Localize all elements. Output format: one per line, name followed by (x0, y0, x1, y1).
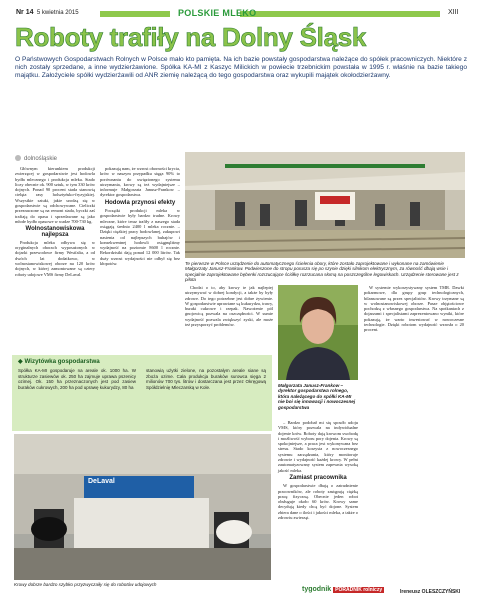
header-decoration-right (240, 11, 440, 17)
column-3 (185, 285, 273, 328)
page-number: XIII (448, 9, 459, 16)
author-signature: Ireneusz OLESZCZYŃSKI (400, 589, 461, 595)
column-1-subheading: Wolnostanowiskowa najlepsza (25, 226, 85, 238)
column-5-text: W systemie wykorzystywany system TMR. Dawki pokarmowe, dla grupy grup technologicznych, bilansowane są przez specjalistów. Krowy trzymane są w wolnostanowiskowej oborze. Pasze objętościowe pochodzą z własnego gospodarstwa. Na spotkaniach z dojarzami i specjalistami zaprezentowano wyniki, które pokazują, że warto inwestować w nowoczesne technologie. Dzięki robotom wydajność wzrosła o 20 procent. (364, 285, 464, 333)
region-label: dolnośląskie (24, 156, 58, 162)
lead-paragraph: O Państwowych Gospodarstwach Rolnych w Polsce mało kto pamięta. Na ich bazie powstały gospodarstwa należące do spółek pracowniczych. Niektóre z nich zostały sprzedane, a inne wydzierżawione. Spółka KA-MI z Kaszyc Milickich w powiecie trzebnickim powstała w 1995 r. właśnie na bazie takiego majątku. Założyciele spółki wydzierżawili od ANR ziemię należącą do tego gospodarstwa oraz wykupili majątek okołodzierżawny. (15, 56, 467, 79)
portrait-caption: Małgorzata Janusz-Frankow – dyrektor gospodarstwa rolnego, która należącego do spółki KA-MI nie boi się innowacji i nowoczesnej gospodarstwa (278, 383, 356, 410)
issue-date: 5 kwietnia 2015 (36, 10, 79, 16)
column-1-text-2: Produkcja mleka odbywa się w oryginalnych oborach wyposażonych w dojarki przewodowe firmy Westfalia, a od dwóch lat dodatkowo, w wolnostanowiskowej oborze na 120 krów dojnych, w której zamontowane są cztery roboty udojowe VMS firmy DeLaval. (15, 239, 95, 277)
headline: Roboty trafiły na Dolny Śląsk (15, 22, 367, 52)
farm-info-box (12, 355, 272, 431)
farm-info-text-2: stanowią użytki zielone, na pozostałym areale siane są zboża ozime. Cała produkcja buraków surowca sięga 2 milionów 700 tys. litrów i dostarczana jest przez Okręgową Spółdzielnię Mleczarską w Kole. (146, 368, 266, 390)
publication-logo (302, 586, 384, 593)
column-4-text: – Bardzo podobał mi się sposób udoju VMS, który pozwala na indywidualne dojenie krów. Roboty dają krowom swobodę i możliwość wyboru pory dojenia. Krowy są spokojniejsze, a praca jest wykonywana bez stresu. Stado korzysta z nowoczesnego systemu zarządzania, który monitoruje zdrowie i wydajność każdej krowy. W pełni zautomatyzowany system zapewnia wysoką jakość mleka. (278, 420, 358, 473)
section-title: POLSKIE MLEKO (178, 8, 257, 18)
column-2-subheading: Hodowla przynosi efekty (104, 199, 176, 206)
column-4 (278, 420, 358, 521)
header-decoration-left (100, 11, 170, 17)
issue-info (16, 9, 79, 16)
publication-logo-badge: PORADNIK rolniczy (335, 587, 383, 593)
column-3-text: Chodzi o to, aby krowy te jak najlepiej utrzymywać w dobrej kondycji, a także by były zdrowe. Do tego potrzebne jest dobre żywienie. W gospodarstwie uprawiane są kukurydza, trawy, buraki cukrowe i rzepak. Nawożenie pól gnojowicą pozwala na oszczędności. W sumie wydajność pozwala zwiększyć zyski, ale może też przysporzyć problemów. (185, 285, 273, 328)
robot-photo-caption: Krowy dobrze bardzo szybko przyzwyczaiły się do robotów udojowych (14, 582, 157, 587)
top-photo-caption: Te pierwsze w Polsce urządzenie do automatycznego ścielenia obory, które zostało zaprojektowane i wykonane na zamówienie Małgorzaty Janusz-Frankow. Podwieszone do stropu porusza się po szynie dzięki silnikom elektrycznym, za równość dbają wsie i specjalnie zaprojektowane bębenki rozrzucające ściółkę rozrzucana słomą na poszczególne legowiskach. Urządzenie sterowane jest z pilota (185, 261, 459, 283)
column-2-text: pokazują nam, że wzrost oborności krycia, krów w naszym przypadku sięga 90% to porównaniu do uwięzionego systemu utrzymania, krowy są też wydajniejsze – informuje Małgorzata Janusz-Frankow – dyrektor gospodarstwa. (100, 166, 180, 198)
barn-photo (185, 152, 465, 258)
column-4-subheading: Zamiast pracownika (289, 474, 347, 481)
robot-photo (14, 434, 271, 580)
pin-icon (15, 155, 21, 161)
column-2-text-2: Początki produkcji mleka w gospodarstwie były bardzo trudne. Krowy mleczne, które teraz trafiły z naszego stada osiągają średnio 2400 l mleka rocznie. – Dzięki ciężkiej pracy hodowlanej, zakupowi nasienia od najlepszych buhajów i konsekwentnej hodowli osiągnęliśmy wydajność na poziomie 8600 l rocznie. Rekordzistki dają ponad 12 000 litrów. Tak duży wzrost wydajności nie odbył się bez kłopotów. (100, 208, 180, 267)
brand-sign: DeLaval (88, 478, 115, 485)
publication-logo-text: tygodnik (302, 586, 332, 593)
column-1-text: Głównym kierunkiem produkcji zwierzęcej w gospodarstwie jest hodowla bydła mlecznego i produkcja mleka. Stado liczy obecnie ok. 900 sztuk, w tym 330 krów dojnych. Ponad 90 procent stada stanowią cielęta rasy holsztyńsko-fryzyjskiej. Wszystkie sztuki, jakie urodzą się w gospodarstwie są odchowywane. Cieliczki przeznaczone są na remont stada, byczki zaś trafiają do opasu i sprzedawane są jako młode bydło opasowe w wadze 700-730 kg. (15, 166, 95, 224)
column-2 (100, 166, 180, 267)
portrait-photo (278, 285, 358, 380)
column-1 (15, 166, 95, 278)
column-4-text-2: W gospodarstwie dbają o zatrudnienie pracowników, ale roboty zastępują ciężką pracę fizyczną. Obecnie jeden robot obsługuje około 60 krów. Krowy same decydują kiedy chcą być dojone. System zbiera dane o ilości i jakości mleka, a także o zdrowiu zwierząt. (278, 483, 358, 521)
farm-info-text-1: Spółka KA-MI gospodaruje na areale ok. 1000 ha. W strukturze zasiewów ok. 250 ha zajmuje uprawa pszenicy ozimej. Ok. 150 ha przeznaczonych jest pod zasiew buraków cukrowych, 200 ha pod uprawę kukurydzy, 80 ha (18, 368, 136, 390)
farm-info-title: ◆ Wizytówka gospodarstwa (18, 358, 100, 365)
column-5 (364, 285, 464, 334)
region-tag (15, 155, 57, 162)
issue-number: Nr 14 (16, 9, 34, 16)
farm-info-title-text: Wizytówka gospodarstwa (24, 358, 100, 365)
